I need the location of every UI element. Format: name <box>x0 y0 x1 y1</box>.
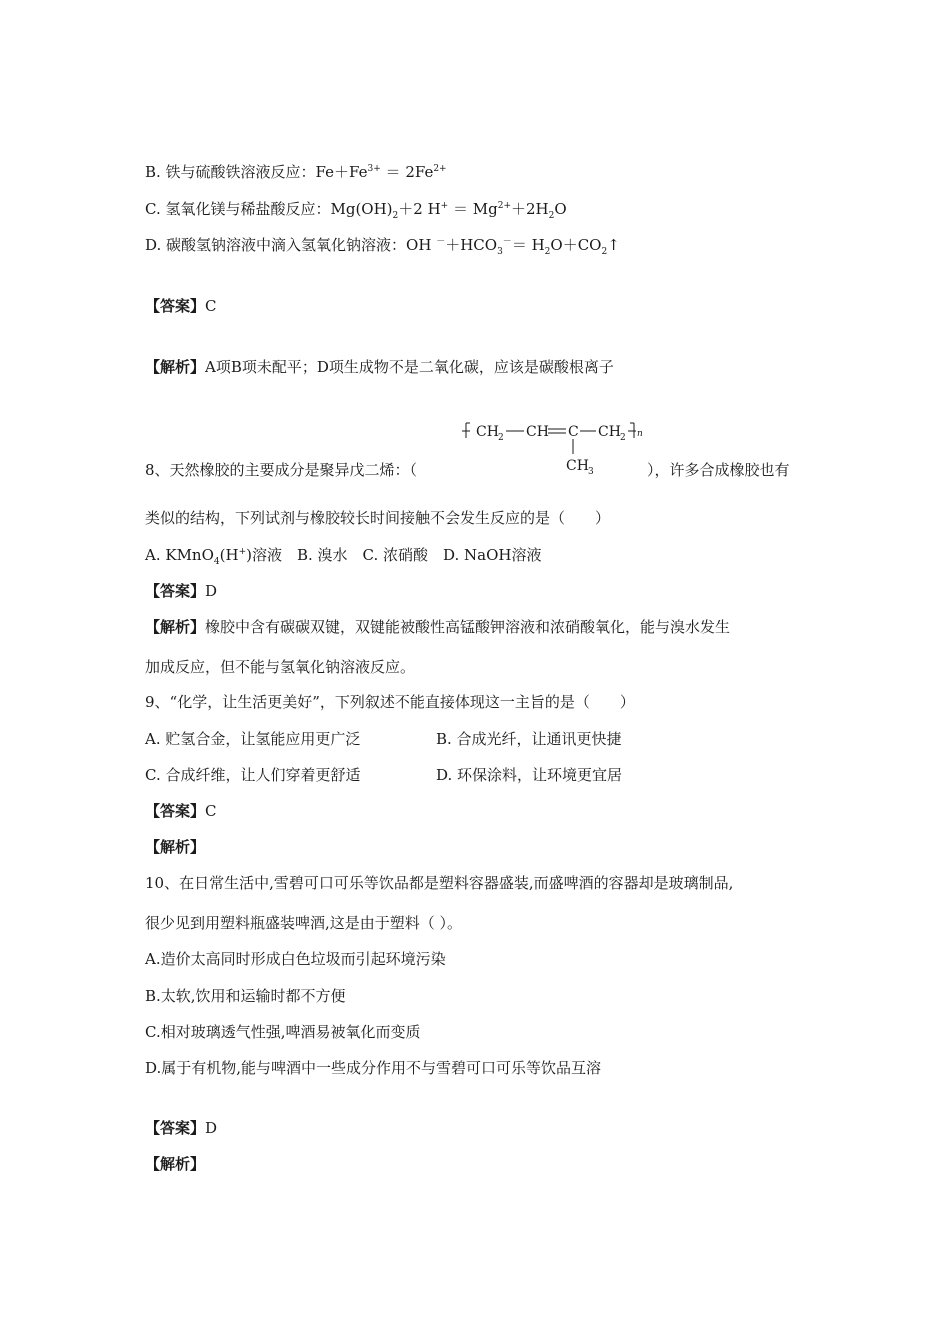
ch3-group: CH <box>566 458 589 474</box>
q10-option-a: A.造价太高同时形成白色垃圾而引起环境污染 <box>145 950 446 968</box>
q10-stem-line2: 很少见到用塑料瓶盛装啤酒,这是由于塑料（ ）。 <box>145 914 463 932</box>
analysis-label: 【解析】 <box>145 838 206 856</box>
q9-option-b: B. 合成光纤，让通讯更快捷 <box>436 730 622 748</box>
q7-option-c: C. 氢氧化镁与稀盐酸反应：$Mg(OH)_2+2$ $H^+ = Mg^{2+}+2H_2O$ <box>145 200 567 221</box>
ch-group: CH <box>526 424 549 440</box>
q9-analysis <box>145 837 205 857</box>
analysis-label: 【解析】 <box>145 1155 206 1173</box>
q7-answer: 【答案】C <box>145 297 217 315</box>
q9-stem: 9、“化学，让生活更美好”，下列叙述不能直接体现这一主旨的是（ ） <box>145 693 635 711</box>
q8-analysis: 【解析】橡胶中含有碳碳双键，双键能被酸性高锰酸钾溶液和浓硝酸氧化，能与溴水发生 <box>145 618 731 636</box>
q10-stem-line1: 10、在日常生活中,雪碧可口可乐等饮品都是塑料容器盛装,而盛啤酒的容器却是玻璃制品, <box>145 874 734 892</box>
svg-text:2: 2 <box>498 433 504 443</box>
q8-options: A. KMnO$_4$(H+)溶液 B. 溴水 C. 浓硝酸 D. NaOH溶液 <box>145 546 542 567</box>
analysis-label: 【解析】 <box>145 358 206 376</box>
q10-option-c: C.相对玻璃透气性强,啤酒易被氧化而变质 <box>145 1023 421 1041</box>
q7-analysis: 【解析】A项B项未配平；D项生成物不是二氧化碳，应该是碳酸根离子 <box>145 358 614 376</box>
q10-option-b: B.太软,饮用和运输时都不方便 <box>145 987 346 1005</box>
q10-answer: 【答案】D <box>145 1119 218 1137</box>
q7-option-d: D. 碳酸氢钠溶液中滴入氢氧化钠溶液：OH $^-+HCO_3^-=$ $H_2O+CO_2↑$ <box>145 236 620 257</box>
q8-answer: 【答案】D <box>145 582 218 600</box>
ch2-left: CH <box>476 424 499 440</box>
svg-text:3: 3 <box>588 467 594 476</box>
q8-stem-line1: 8、天然橡胶的主要成分是聚异戊二烯：（ <box>145 461 418 479</box>
ch2-right: CH <box>598 424 621 440</box>
polyisoprene-structure <box>462 416 662 476</box>
q10-option-d: D.属于有机物,能与啤酒中一些成分作用不与雪碧可口可乐等饮品互溶 <box>145 1059 602 1077</box>
q10-analysis <box>145 1154 205 1174</box>
answer-label: 【答案】 <box>145 802 206 820</box>
q9-answer: 【答案】C <box>145 802 217 820</box>
q8-stem-line1-end: ），许多合成橡胶也有 <box>647 461 790 479</box>
q9-option-c: C. 合成纤维，让人们穿着更舒适 <box>145 766 361 784</box>
q7-option-b: B. 铁与硫酸铁溶液反应：$Fe+Fe^{3+} = 2Fe^{2+}$ <box>145 163 447 181</box>
answer-label: 【答案】 <box>145 1119 206 1137</box>
svg-text:2: 2 <box>620 433 626 443</box>
q9-option-d: D. 环保涂料，让环境更宜居 <box>436 766 623 784</box>
svg-text:n: n <box>637 429 643 439</box>
answer-label: 【答案】 <box>145 582 206 600</box>
c-atom: C <box>568 424 579 440</box>
q8-analysis-line2: 加成反应，但不能与氢氧化钠溶液反应。 <box>145 658 416 676</box>
answer-label: 【答案】 <box>145 297 206 315</box>
q9-option-a: A. 贮氢合金，让氢能应用更广泛 <box>145 730 361 748</box>
q8-stem-line2: 类似的结构，下列试剂与橡胶较长时间接触不会发生反应的是（ ） <box>145 509 611 527</box>
analysis-label: 【解析】 <box>145 618 206 636</box>
